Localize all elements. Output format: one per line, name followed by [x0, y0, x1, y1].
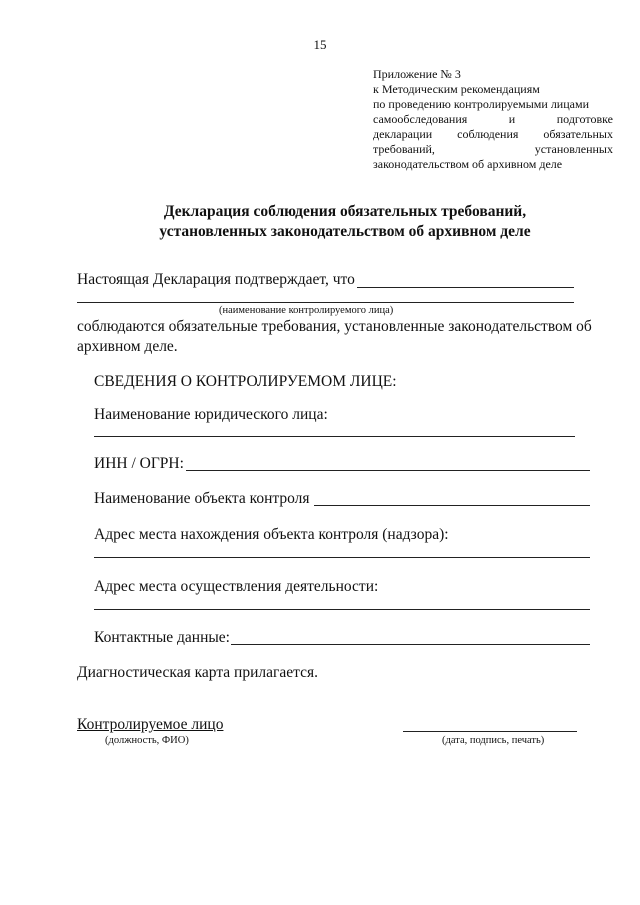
date-signature-caption: (дата, подпись, печать) [442, 735, 545, 746]
document-title [0, 202, 640, 242]
legal-name-field[interactable] [94, 436, 575, 437]
declaration-body-line-1: соблюдаются обязательные требования, установленные законодательством об [77, 318, 592, 335]
appendix-line-7: законодательством об архивном деле [373, 157, 563, 171]
section-heading: СВЕДЕНИЯ О КОНТРОЛИРУЕМОМ ЛИЦЕ: [94, 373, 397, 390]
control-object-label: Наименование объекта контроля [94, 490, 310, 507]
appendix-line-4: самообследования и подготовке [373, 112, 613, 126]
declaration-body-line-2: архивном деле. [77, 338, 178, 355]
position-caption: (должность, ФИО) [105, 735, 189, 746]
legal-name-label: Наименование юридического лица: [94, 406, 328, 423]
title-line-1: Декларация соблюдения обязательных требований, [163, 203, 527, 220]
signature-field[interactable] [403, 731, 577, 732]
attachment-note: Диагностическая карта прилагается. [77, 664, 318, 681]
page-number: 15 [313, 37, 327, 52]
controlled-entity-caption: (наименование контролируемого лица) [219, 305, 394, 316]
appendix-line-2: к Методическим рекомендациям [373, 82, 540, 96]
controlled-entity-field[interactable] [357, 287, 574, 288]
appendix-line-1: Приложение № 3 [373, 67, 461, 81]
location-address-field[interactable] [94, 557, 590, 558]
control-object-field[interactable] [314, 505, 590, 506]
appendix-note [373, 67, 613, 172]
declaration-lead: Настоящая Декларация подтверждает, что [77, 271, 355, 288]
contacts-label: Контактные данные: [94, 629, 230, 646]
contacts-field[interactable] [231, 644, 590, 645]
appendix-line-6: требований, установленных [373, 142, 613, 156]
controlled-person-label: Контролируемое лицо [77, 716, 224, 733]
appendix-line-5: декларации соблюдения обязательных [373, 127, 613, 141]
title-line-2: установленных законодательством об архивном деле [159, 223, 531, 240]
activity-address-field[interactable] [94, 609, 590, 610]
appendix-line-3: по проведению контролируемыми лицами [373, 97, 589, 111]
inn-ogrn-label: ИНН / ОГРН: [94, 455, 184, 472]
inn-ogrn-field[interactable] [186, 470, 590, 471]
location-address-label: Адрес места нахождения объекта контроля (надзора): [94, 526, 449, 543]
controlled-entity-field-line-2[interactable] [77, 302, 574, 303]
activity-address-label: Адрес места осуществления деятельности: [94, 578, 379, 595]
